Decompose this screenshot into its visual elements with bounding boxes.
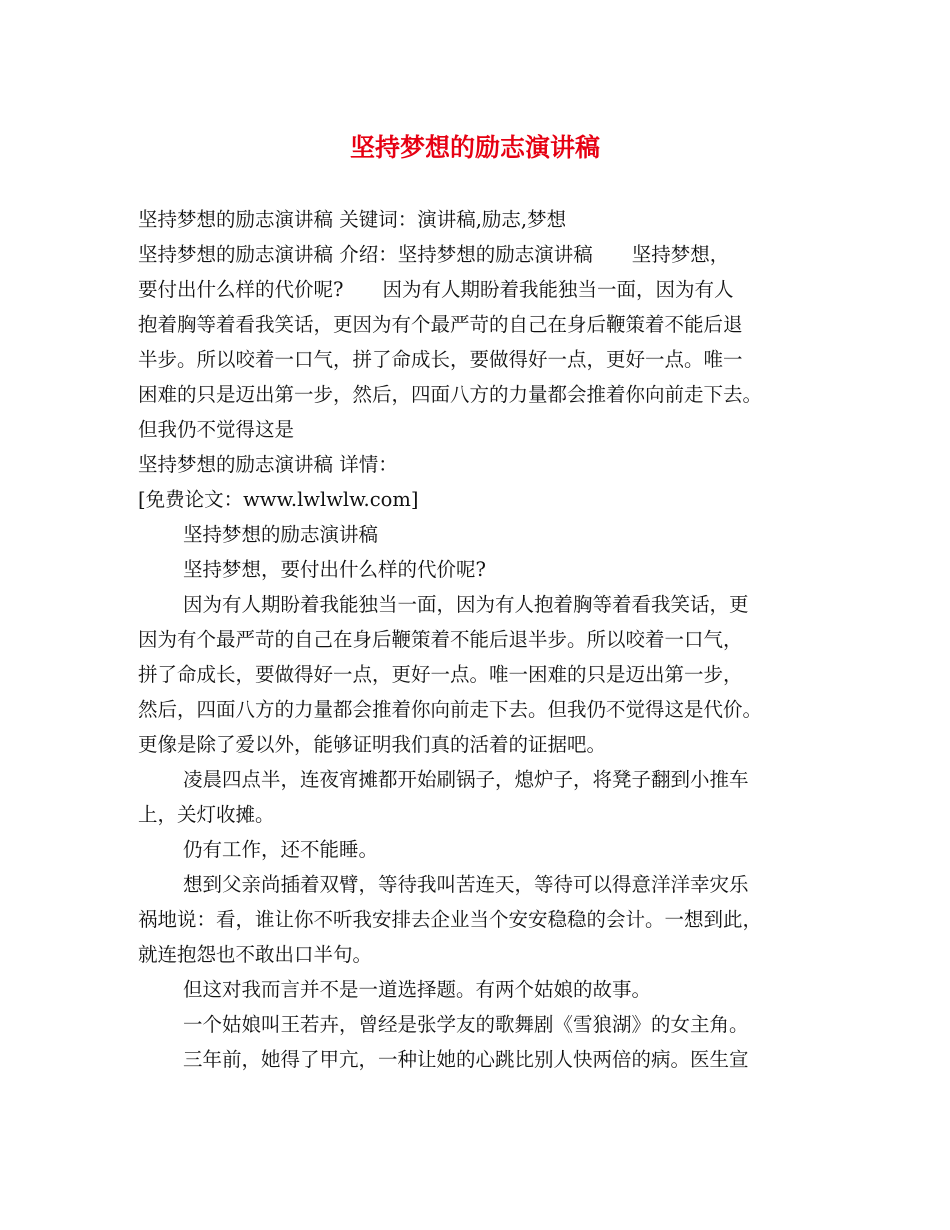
text-line: 坚持梦想的励志演讲稿 详情： bbox=[138, 453, 398, 476]
text-line: 坚持梦想，要付出什么样的代价呢? bbox=[183, 558, 486, 581]
text-line: 坚持梦想的励志演讲稿 介绍：坚持梦想的励志演讲稿 坚持梦想， bbox=[138, 243, 730, 266]
text-line: 三年前，她得了甲亢，一种让她的心跳比别人快两倍的病。医生宣 bbox=[183, 1048, 749, 1071]
text-line: 然后，四面八方的力量都会推着你向前走下去。但我仍不觉得这是代价。 bbox=[138, 698, 763, 721]
text-line: 半步。所以咬着一口气，拼了命成长，要做得好一点，更好一点。唯一 bbox=[138, 348, 743, 371]
text-line: 想到父亲尚插着双臂，等待我叫苦连天，等待可以得意洋洋幸灾乐 bbox=[183, 873, 749, 896]
text-line: 但我仍不觉得这是 bbox=[138, 418, 295, 441]
text-line: [免费论文：www.lwlwlw.com] bbox=[138, 488, 419, 511]
text-line: 祸地说：看，谁让你不听我安排去企业当个安安稳稳的会计。一想到此， bbox=[138, 908, 763, 931]
text-line: 就连抱怨也不敢出口半句。 bbox=[138, 943, 373, 966]
text-line: 抱着胸等着看我笑话，更因为有个最严苛的自己在身后鞭策着不能后退 bbox=[138, 313, 743, 336]
text-line: 凌晨四点半，连夜宵摊都开始刷锅子，熄炉子，将凳子翻到小推车 bbox=[183, 768, 749, 791]
text-line: 更像是除了爱以外，能够证明我们真的活着的证据吧。 bbox=[138, 733, 607, 756]
text-line: 困难的只是迈出第一步，然后，四面八方的力量都会推着你向前走下去。 bbox=[138, 383, 763, 406]
text-line: 上，关灯收摊。 bbox=[138, 803, 275, 826]
text-line: 坚持梦想的励志演讲稿 关键词：演讲稿,励志,梦想 bbox=[138, 208, 567, 231]
document-title: 坚持梦想的励志演讲稿 bbox=[349, 133, 600, 162]
text-line: 要付出什么样的代价呢? 因为有人期盼着我能独当一面，因为有人 bbox=[138, 278, 734, 301]
text-line: 坚持梦想的励志演讲稿 bbox=[183, 523, 379, 546]
text-line: 因为有人期盼着我能独当一面，因为有人抱着胸等着看我笑话，更 bbox=[183, 593, 749, 616]
text-line: 仍有工作，还不能睡。 bbox=[183, 838, 379, 861]
text-line: 拼了命成长，要做得好一点，更好一点。唯一困难的只是迈出第一步， bbox=[138, 663, 743, 686]
text-line: 但这对我而言并不是一道选择题。有两个姑娘的故事。 bbox=[183, 978, 652, 1001]
document-body bbox=[138, 202, 828, 1077]
text-line: 一个姑娘叫王若卉，曾经是张学友的歌舞剧《雪狼湖》的女主角。 bbox=[183, 1013, 749, 1036]
text-line: 因为有个最严苛的自己在身后鞭策着不能后退半步。所以咬着一口气， bbox=[138, 628, 743, 651]
